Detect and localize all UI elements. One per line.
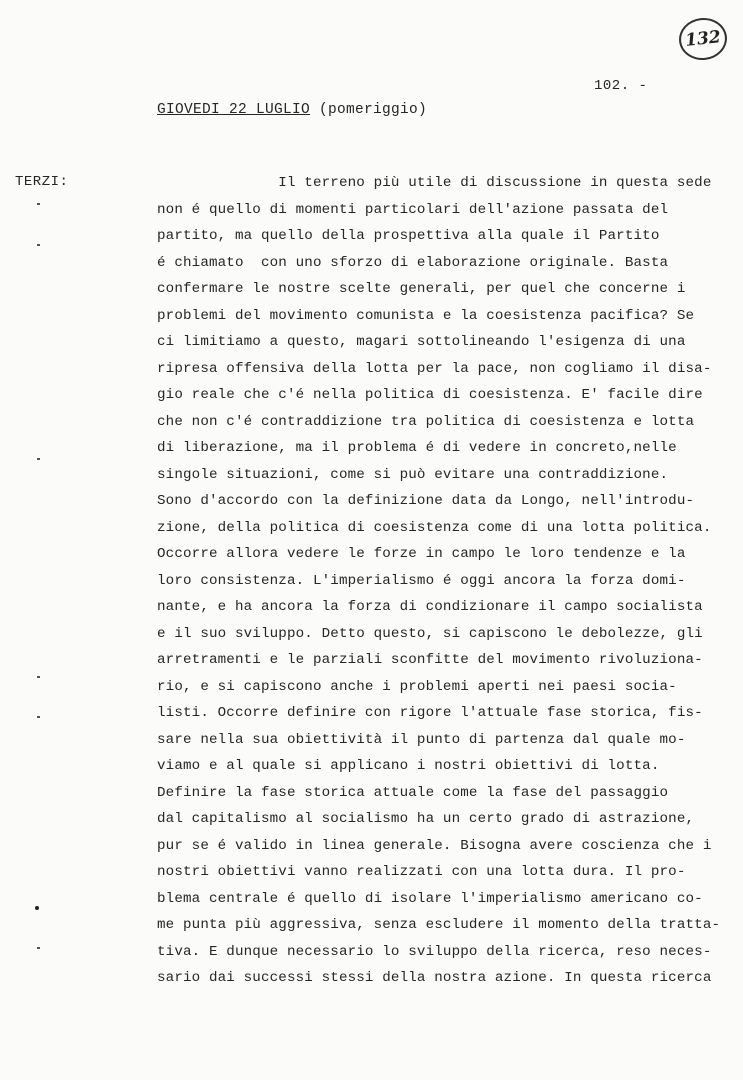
text-line: Sono d'accordo con la definizione data da Longo, nell'introdu- bbox=[157, 493, 695, 509]
session-header bbox=[157, 102, 427, 118]
text-line: arretramenti e le parziali sconfitte del movimento rivoluziona- bbox=[157, 652, 703, 668]
text-line: listi. Occorre definire con rigore l'attuale fase storica, fis- bbox=[157, 705, 703, 721]
text-line: problemi del movimento comunista e la coesistenza pacifica? Se bbox=[157, 307, 695, 324]
margin-mark bbox=[37, 244, 40, 246]
text-line: rio, e si capiscono anche i problemi aperti nei paesi socia- bbox=[157, 678, 677, 695]
margin-mark bbox=[35, 906, 39, 910]
text-line: sare nella sua obiettività il punto di partenza dal quale mo- bbox=[157, 731, 686, 748]
session-date: GIOVEDI 22 LUGLIO bbox=[157, 102, 311, 118]
speaker-name: TERZI: bbox=[15, 174, 69, 190]
text-line: zione, della politica di coesistenza come di una lotta politica. bbox=[157, 519, 712, 536]
text-line: viamo e al quale si applicano i nostri obiettivi di lotta. bbox=[157, 758, 660, 774]
page-stamp: 132 bbox=[677, 16, 729, 63]
text-line: pur se é valido in linea generale. Bisogna avere coscienza che i bbox=[157, 837, 712, 854]
text-line: nante, e ha ancora la forza di condizionare il campo socialista bbox=[157, 599, 703, 615]
page-number: 102. - bbox=[594, 78, 648, 94]
margin-mark bbox=[37, 716, 40, 718]
text-line: Definire la fase storica attuale come la fase del passaggio bbox=[157, 784, 669, 801]
body-text bbox=[157, 170, 737, 992]
text-line: dal capitalismo al socialismo ha un certo grado di astrazione, bbox=[157, 811, 695, 827]
text-line: che non c'é contraddizione tra politica di coesistenza e lotta bbox=[157, 413, 695, 430]
text-line: sario dai successi stessi della nostra azione. In questa ricerca bbox=[157, 970, 712, 986]
text-line: ci limitiamo a questo, magari sottolineando l'esigenza di una bbox=[157, 334, 686, 350]
text-line: singole situazioni, come si può evitare una contraddizione. bbox=[157, 466, 669, 483]
session-time: (pomeriggio) bbox=[319, 102, 428, 118]
margin-mark bbox=[37, 676, 40, 678]
margin-mark bbox=[37, 947, 40, 949]
text-line: partito, ma quello della prospettiva alla quale il Partito bbox=[157, 228, 660, 244]
text-line: confermare le nostre scelte generali, per quel che concerne i bbox=[157, 281, 686, 297]
text-line: Il terreno più utile di discussione in questa sede bbox=[157, 175, 712, 191]
margin-mark bbox=[37, 203, 40, 205]
text-line: é chiamato con uno sforzo di elaborazione originale. Basta bbox=[157, 254, 669, 271]
text-line: nostri obiettivi vanno realizzati con una lotta dura. Il pro- bbox=[157, 864, 686, 880]
text-line: blema centrale é quello di isolare l'imperialismo americano co- bbox=[157, 890, 703, 907]
margin-mark bbox=[37, 458, 40, 460]
text-line: me punta più aggressiva, senza escludere il momento della tratta- bbox=[157, 917, 721, 933]
text-line: loro consistenza. L'imperialismo é oggi ancora la forza domi- bbox=[157, 572, 686, 589]
text-line: Occorre allora vedere le forze in campo le loro tendenze e la bbox=[157, 546, 686, 562]
text-line: tiva. E dunque necessario lo sviluppo della ricerca, reso neces- bbox=[157, 943, 712, 960]
text-line: non é quello di momenti particolari dell'azione passata del bbox=[157, 201, 669, 218]
text-line: gio reale che c'é nella politica di coesistenza. E' facile dire bbox=[157, 387, 703, 403]
text-line: e il suo sviluppo. Detto questo, si capiscono le debolezze, gli bbox=[157, 625, 703, 642]
text-line: di liberazione, ma il problema é di vedere in concreto,nelle bbox=[157, 440, 677, 456]
text-line: ripresa offensiva della lotta per la pace, non cogliamo il disa- bbox=[157, 360, 712, 377]
